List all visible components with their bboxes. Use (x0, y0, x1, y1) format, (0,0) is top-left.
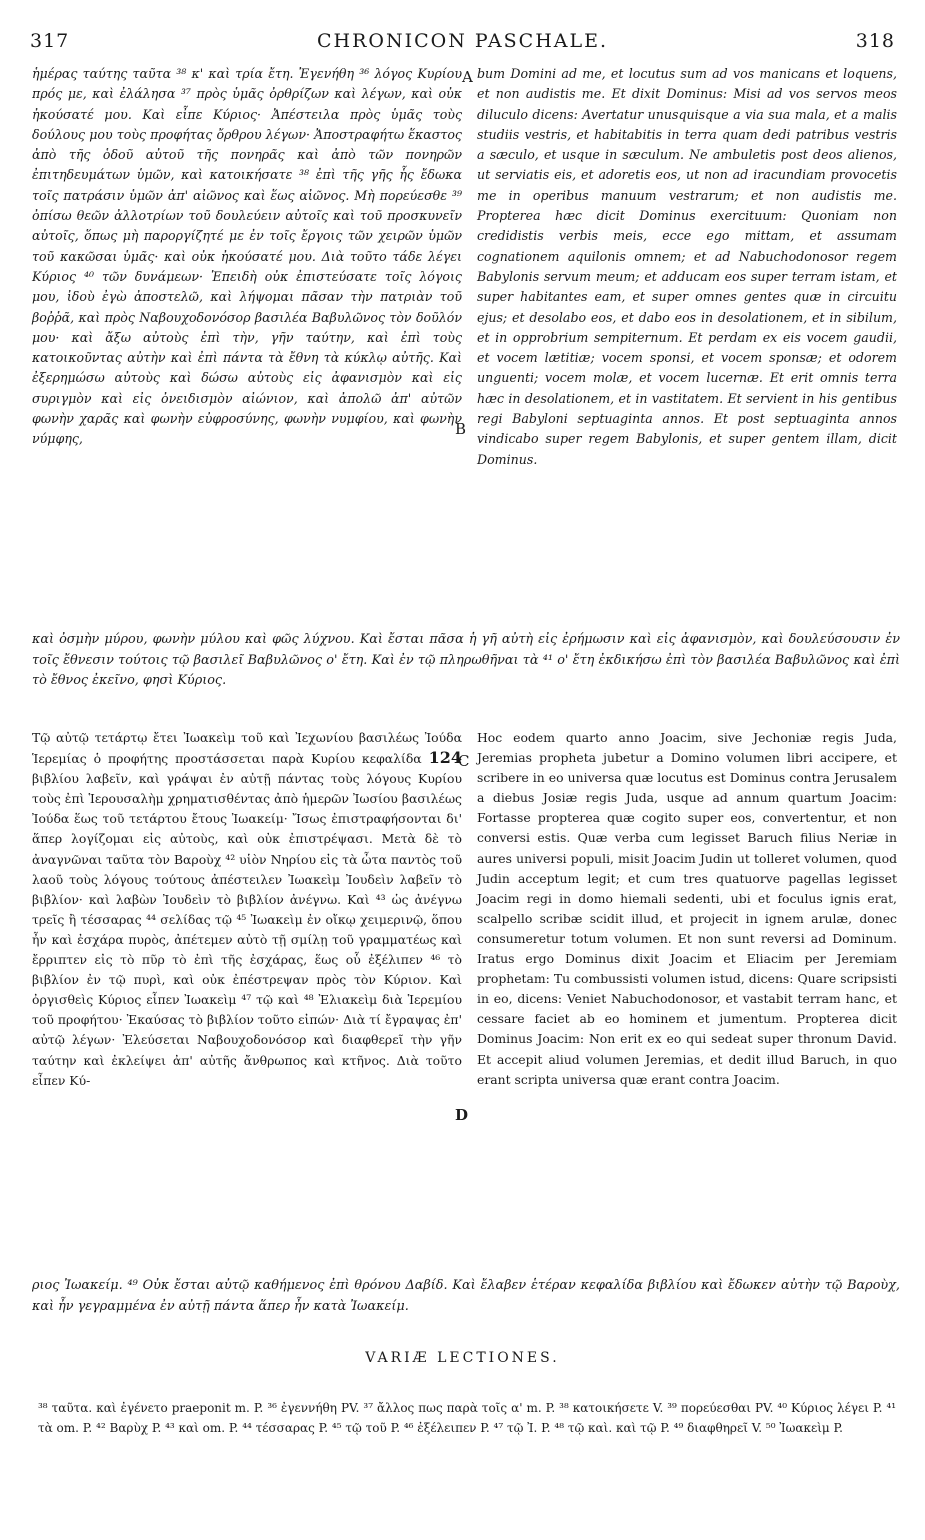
greek-column-1: ἡμέρας ταύτης ταῦτα ³⁸ κ' καὶ τρία ἔτη. Ἐγενήθη ³⁶ λόγος Κυρίου πρός με, καὶ ἐλάλησα ³⁷ πρὸς ὑμᾶς ὀρθρίζων καὶ λέγων, καὶ οὐκ ἠκούσατέ μου. Καὶ εἶπε Κύριος· Ἀπέστειλα πρὸς ὑμᾶς τοὺς δούλους μου τοὺς προφήτας ὄρθρου λέγων· Ἀποστραφήτω ἕκαστος ἀπὸ τῆς ὁδοῦ αὐτοῦ τῆς πονηρᾶς καὶ ἀπὸ τῶν πονηρῶν ἐπιτηδευμάτων ὑμῶν, καὶ κατοικήσατε ³⁸ ἐπὶ τῆς γῆς ἧς ἔδωκα τοῖς πατράσιν ὑμῶν ἀπ' αἰῶνος καὶ ἕως αἰῶνος. Μὴ πορεύεσθε ³⁹ ὀπίσω θεῶν ἀλλοτρίων τοῦ δουλεύειν αὐτοῖς καὶ τοῦ προσκυνεῖν αὐτοῖς, ὅπως μὴ παροργίζητέ με ἐν τοῖς ἔργοις τῶν χειρῶν ὑμῶν τοῦ κακῶσαι ὑμᾶς· καὶ οὐκ ἠκούσατέ μου. Διὰ τοῦτο τάδε λέγει Κύριος ⁴⁰ τῶν δυνάμεων· Ἐπειδὴ οὐκ ἐπιστεύσατε τοῖς λόγοις μου, ἰδοὺ ἐγὼ ἀποστελῶ, καὶ λήψομαι πᾶσαν τὴν πατριὰν τοῦ βοῤῥᾶ, καὶ πρὸς Ναβουχοδονόσορ βασιλέα Βαβυλῶνος τὸν δοῦλόν μου· καὶ ἄξω αὐτοὺς ἐπὶ τὴν, γῆν ταύτην, καὶ ἐπὶ τοὺς κατοικοῦντας αὐτὴν καὶ ἐπὶ πάντα τὰ ἔθνη τὰ κύκλῳ αὐτῆς. Καὶ ἐξερημώσω αὐτοὺς καὶ δώσω αὐτοὺς εἰς ἀφανισμὸν καὶ εἰς συριγμὸν καὶ εἰς ὀνειδισμὸν αἰώνιον, καὶ ἀπολῶ ἀπ' αὐτῶν φωνὴν χαρᾶς καὶ φωνὴν εὐφροσύνης, φωνὴν νυμφίου, καὶ φωνὴν νύμφης, (32, 66, 462, 447)
margin-marker-d: D (455, 1106, 469, 1124)
latin-column-2: Hoc eodem quarto anno Joacim, sive Jechoniæ regis Juda, Jeremias propheta jubetur a Domino volumen libri accipere, et scribere in eo universa quæ locutus est Dominus contra Jerusalem a diebus Josiæ regis Juda, usque ad annum quartum Joacim: Fortasse propterea quæ cogito super eos, convertentur, et non conversi estis. Quæ verba cum legisset Baruch filius Neriæ in aures universi populi, misit Joacim Judin ut tolleret volumen, quod Judin acceptum legit; et cum tres quatuorve pagellas legisset Joacim regi in domo hiemali sedenti, ubi et foculus ignis erat, scalpello scribæ scidit illud, et projecit in ignem arulæ, donec consumeretur totum volumen. Et non sunt reversi ad Dominum. Iratus ergo Dominus dixit Joacim et Eliacim per Jeremiam prophetam: Tu combussisti volumen istud, dicens: Quare scripsisti in eo, dicens: Veniet Nabuchodonosor, et vastabit terram hanc, et cessare faciet ab eo hominem et jumentum. Propterea dicit Dominus Joacim: Non erit ex eo qui sedeat super thronum David. Et accepit aliud volumen Jeremias, et dedit illud Baruch, in quo erant scripta universa quæ erant contra Joacim. (477, 730, 897, 1087)
margin-marker-a: A (462, 68, 473, 86)
running-title: CHRONICON PASCHALE. (316, 30, 609, 52)
greek-fullwidth-1: καὶ ὀσμὴν μύρου, φωνὴν μύλου καὶ φῶς λύχνου. Καὶ ἔσται πᾶσα ἡ γῆ αὐτὴ εἰς ἐρήμωσιν καὶ εἰς ἀφανισμὸν, καὶ δουλεύσουσιν ἐν τοῖς ἔθνεσιν τούτοις τῷ βασιλεῖ Βαβυλῶνος ο' ἔτη. Καὶ ἐν τῷ πληρωθῆναι τὰ ⁴¹ ο' ἔτη ἐκδικήσω ἐπὶ τὸν βασιλέα Βαβυλῶνος καὶ ἐπὶ τὸ ἔθνος ἐκεῖνο, φησὶ Κύριος. (32, 632, 900, 688)
greek-text-2b: βιβλίου λαβεῖν, καὶ γράψαι ἐν αὐτῇ πάντας τοὺς λόγους Κυρίου τοὺς ἐπὶ Ἱερουσαλὴμ χρηματισθέντας ἀπὸ ἡμερῶν Ἰωσίου βασιλέως Ἰούδα ἕως τοῦ τετάρτου ἔτους Ἰωακείμ· Ἴσως ἐπιστραφήσονται δι' ἅπερ λογίζομαι εἰς αὐτοὺς, καὶ οὐκ ἐπιστρέψασι. Μετὰ δὲ τὸ ἀναγνῶναι ταῦτα τὸν Βαροὺχ ⁴² υἱὸν Νηρίου εἰς τὰ ὦτα παντὸς τοῦ λαοῦ τοὺς λόγους τούτους ἀπέστειλεν Ἰωακεὶμ Ἰουδεὶν λαβεῖν τὸ βιβλίον· καὶ λαβὼν Ἰουδεὶν τὸ βιβλίον ἀνέγνω. Καὶ ⁴³ ὡς ἀνέγνω τρεῖς ἢ τέσσαρας ⁴⁴ σελίδας τῷ ⁴⁵ Ἰωακεὶμ ἐν οἴκῳ χειμερινῷ, ὅπου ἦν καὶ ἐσχάρα πυρὸς, ἀπέτεμεν αὐτὸ τῇ σμίλῃ τοῦ γραμματέως καὶ ἔρριπτεν εἰς τὸ πῦρ τὸ ἐπὶ τῆς ἐσχάρας, ἕως οὗ ἐξέλιπεν ⁴⁶ τὸ βιβλίον ἐν τῷ πυρὶ, καὶ οὐκ ἐπέστρεψαν πρὸς τὸν Κύριον. Καὶ ὀργισθεὶς Κύριος εἶπεν Ἰωακεὶμ ⁴⁷ τῷ καὶ ⁴⁸ Ἐλιακεὶμ διὰ Ἱερεμίου τοῦ προφήτου· Ἐκαύσας τὸ βιβλίον τοῦτο εἰπών· Διὰ τί ἔγραψας ἐπ' αὐτῷ λέγων· Ἐλεύσεται Ναβουχοδονόσορ καὶ διαφθερεῖ τὴν γῆν ταύτην καὶ ἐκλείψει ἀπ' αὐτῆς ἄνθρωπος καὶ κτῆνος. Διὰ τοῦτο εἶπεν Κύ- (32, 771, 462, 1088)
page-header (30, 30, 895, 54)
right-page-number: 318 (855, 30, 895, 52)
greek-fullwidth-2: ριος Ἰωακείμ. ⁴⁹ Οὐκ ἔσται αὐτῷ καθήμενος ἐπὶ θρόνου Δαβίδ. Καὶ ἔλαβεν ἑτέραν κεφαλίδα βιβλίου καὶ ἔδωκεν αὐτὴν τῷ Βαροὺχ, καὶ ἦν γεγραμμένα ἐν αὐτῇ πάντα ἅπερ ἦν κατὰ Ἰωακείμ. (32, 1278, 900, 1314)
page-marker-number: 124 (428, 748, 462, 768)
left-page-number: 317 (30, 30, 70, 52)
greek-text-2a: Τῷ αὐτῷ τετάρτῳ ἔτει Ἰωακεὶμ τοῦ καὶ Ἰεχωνίου βασιλέως Ἰούδα Ἱερεμίας ὁ προφήτης προστάσσεται παρὰ Κυρίου κεφαλίδα (32, 730, 462, 767)
margin-marker-c: C (458, 752, 470, 770)
variae-lectiones-title: VARIÆ LECTIONES. (365, 1350, 560, 1366)
variae-lectiones-notes: ³⁸ ταῦτα. καὶ ἐγένετο praeponit m. P. ³⁶ ἐγεννήθη PV. ³⁷ ἄλλος πως παρὰ τοῖς α' m. P. ³⁸ κατοικήσετε V. ³⁹ πορεύεσθαι PV. ⁴⁰ Κύριος λέγει P. ⁴¹ τὰ om. P. ⁴² Βαρὺχ P. ⁴³ καὶ om. P. ⁴⁴ τέσσαρας P. ⁴⁵ τῷ τοῦ P. ⁴⁶ ἐξέλειπεν P. ⁴⁷ τῷ Ἰ. P. ⁴⁸ τῷ καὶ. καὶ τῷ P. ⁴⁹ διαφθηρεῖ V. ⁵⁰ Ἰωακεὶμ P. (38, 1401, 896, 1435)
margin-marker-b: B (455, 420, 467, 438)
greek-column-2 (32, 728, 462, 1276)
latin-column-1: bum Domini ad me, et locutus sum ad vos manicans et loquens, et non audistis me. Et dixit Dominus: Misi ad vos servos meos diluculo dicens: Avertatur unusquisque a via sua mala, et a malis studiis vestris, et habitabitis in terra quam dedi patribus vestris a sæculo, et usque in sæculum. Ne ambuletis post deos alienos, ut serviatis eis, et adoretis eos, ut non ad iracundiam provocetis me in operibus manuum vestrarum; et non audistis me. Propterea hæc dicit Dominus exercituum: Quoniam non credidistis verbis meis, ecce ego mittam, et assumam cognationem aquilonis omnem; et ad Nabuchodonosor regem Babylonis servum meum; et adducam eos super terram istam, et super habitantes eam, et super omnes gentes quæ in circuitu ejus; et desolabo eos, et dabo eos in desolationem, et in sibilum, et in opprobrium sempiternum. Et perdam ex eis vocem gaudii, et vocem lætitiæ; vocem sponsi, et vocem sponsæ; et odorem unguenti; vocem molæ, et vocem lucernæ. Et erit omnis terra hæc in desolationem, et in vastitatem. Et servient in his gentibus regi Babyloni septuaginta annos. Et post septuaginta annos vindicabo super regem Babylonis, et super gentem illam, dicit Dominus. (477, 66, 897, 467)
